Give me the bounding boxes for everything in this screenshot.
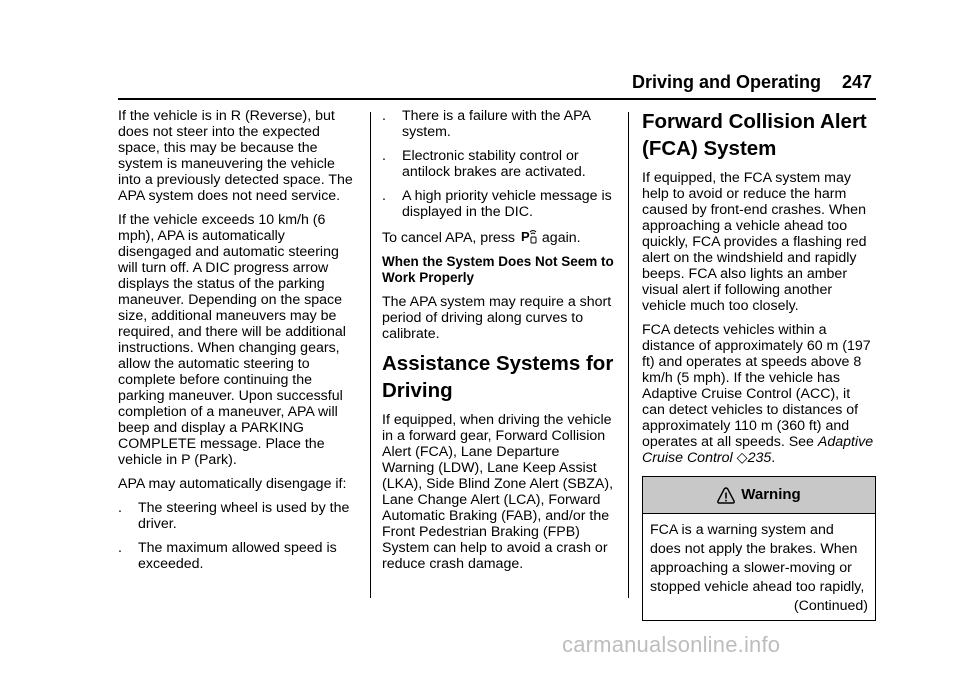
cancel-text-after: again. <box>541 230 581 246</box>
bullet-marker: . <box>382 188 386 204</box>
list-item <box>118 540 360 572</box>
warning-icon <box>717 487 735 504</box>
warning-header <box>643 477 875 514</box>
paragraph-fca-range <box>642 322 876 466</box>
column-3 <box>642 108 876 621</box>
section-title: Driving and Operating <box>632 72 822 92</box>
bullet-marker: . <box>118 540 122 556</box>
page-number: 247 <box>842 72 873 92</box>
paragraph-assistance: If equipped, when driving the vehicle in a forward gear, Forward Collision Alert (FCA), Lane Departure Warning (LDW), Lane Keep Assist (LKA), Side Blind Zone Alert (SBZA), Lane Change Alert (LCA), Forward Automatic Braking (FAB), and/or the Front Pedestrian Braking (FPB) System can help to avoid a crash or reduce crash damage. <box>382 412 614 572</box>
paragraph-calibrate: The APA system may require a short period of driving along curves to calibrate. <box>382 294 612 342</box>
list-item <box>382 148 614 180</box>
heading-assistance-systems: Assistance Systems for Driving <box>382 352 614 402</box>
watermark: carmanualsonline.info <box>562 632 781 657</box>
paragraph-disengage-intro: APA may automatically disengage if: <box>118 476 347 492</box>
warning-box <box>642 476 876 621</box>
cross-reference-link[interactable]: Adaptive Cruise Control <box>642 434 874 466</box>
bullet-marker: . <box>118 500 122 516</box>
list-item <box>382 108 614 140</box>
paragraph-reverse: If the vehicle is in R (Reverse), but does not steer into the expected space, this may be because the system is maneuvering the vehicle into a previously detected space. The APA system does not need service. <box>118 108 353 204</box>
bullet-marker: . <box>382 148 386 164</box>
column-divider-1 <box>370 112 371 598</box>
header-rule <box>118 98 876 100</box>
warning-body <box>643 514 875 620</box>
paragraph-cancel-apa <box>382 228 614 246</box>
bullet-text: The steering wheel is used by the driver. <box>138 500 350 532</box>
fca-range-text: FCA detects vehicles within a distance of approximately 60 m (197 ft) and operates at speeds above 8 km/h (5 mph). If the vehicle has Adaptive Cruise Control (ACC), it can detect vehicles to distances of approximately 110 m (360 ft) and operates at all speeds. See <box>642 322 871 450</box>
cancel-text-before: To cancel APA, press <box>382 230 516 246</box>
bullet-text: A high priority vehicle message is displayed in the DIC. <box>402 188 612 220</box>
continued-label: (Continued) <box>793 598 868 614</box>
parking-assist-icon <box>521 228 537 244</box>
heading-fca-system: Forward Collision Alert (FCA) System <box>642 110 867 160</box>
bullet-text: Electronic stability control or antilock brakes are activated. <box>402 148 586 180</box>
sentence-period: . <box>771 450 776 466</box>
list-item <box>118 500 360 532</box>
bullet-marker: . <box>382 108 386 124</box>
bullet-text: The maximum allowed speed is exceeded. <box>138 540 337 572</box>
cross-reference-page[interactable]: 235 <box>747 450 772 466</box>
warning-text: FCA is a warning system and does not apply the brakes. When approaching a slower-moving or stopped vehicle ahead too rapidly, <box>650 522 865 595</box>
column-2 <box>382 108 614 580</box>
warning-title: Warning <box>741 486 801 503</box>
column-1 <box>118 108 360 580</box>
column-divider-2 <box>628 112 629 598</box>
page-reference-icon: ◇ <box>736 450 748 466</box>
svg-text:P: P <box>520 229 530 244</box>
list-item <box>382 188 614 220</box>
paragraph-fca-intro: If equipped, the FCA system may help to avoid or reduce the harm caused by front-end crashes. When approaching a vehicle ahead too quickly, FCA provides a flashing red alert on the windshield and rapidly beeps. FCA also lights an amber visual alert if following another vehicle much too closely. <box>642 170 867 314</box>
paragraph-speed-limit: If the vehicle exceeds 10 km/h (6 mph), APA is automatically disengaged and automatic steering will turn off. A DIC progress arrow displays the status of the parking maneuver. Depending on the space size, additional maneuvers may be required, and there will be additional instructions. When changing gears, allow the automatic steering to complete before continuing the parking maneuver. Upon successful completion of a maneuver, APA will beep and display a PARKING COMPLETE message. Place the vehicle in P (Park). <box>118 212 346 468</box>
subheading-not-working: When the System Does Not Seem to Work Properly <box>382 254 614 285</box>
bullet-text: There is a failure with the APA system. <box>402 108 591 140</box>
